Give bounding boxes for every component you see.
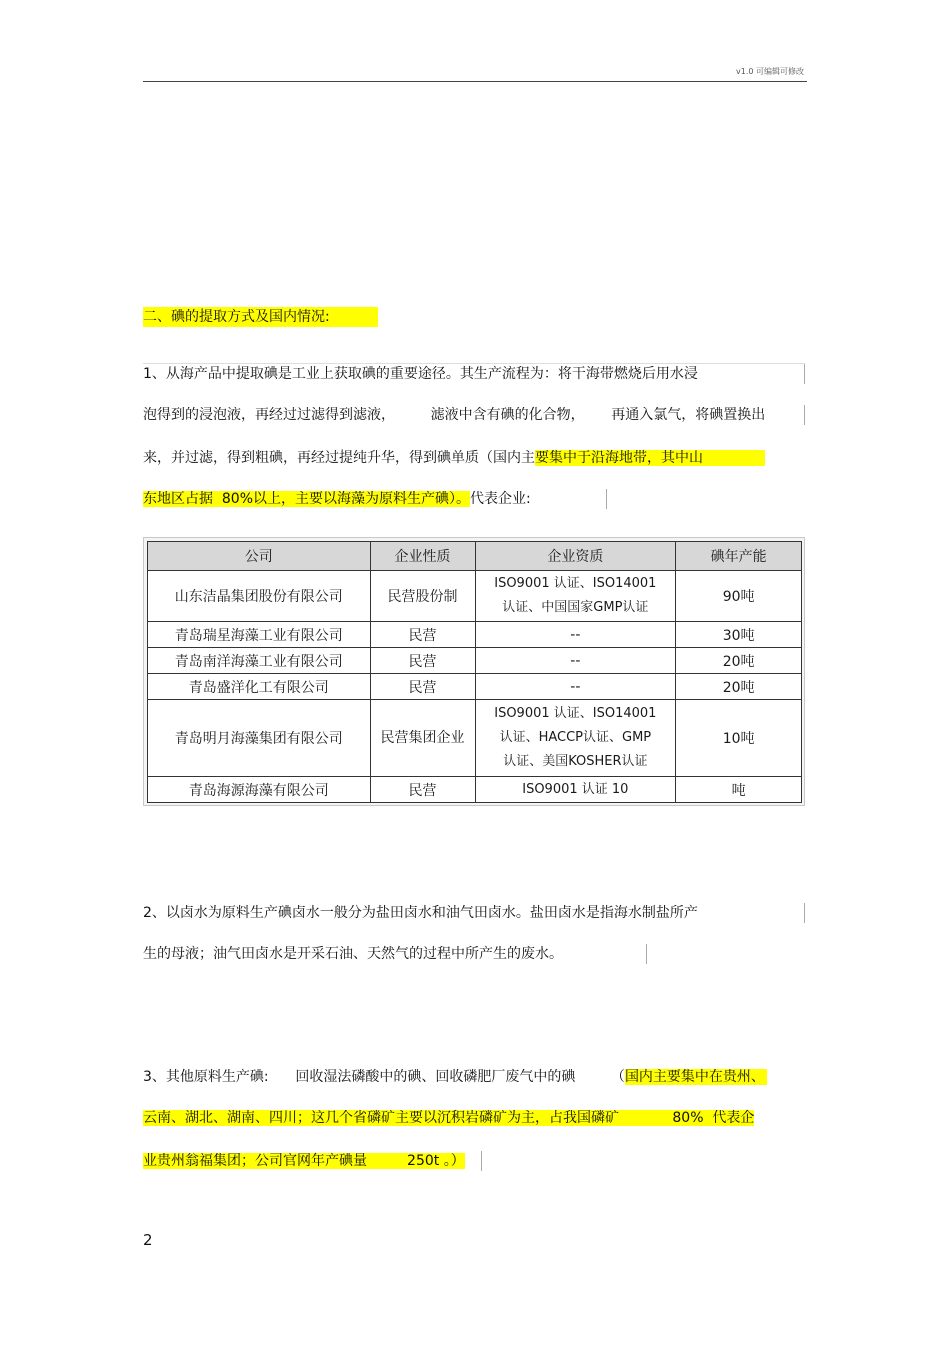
qual-line: ISO9001 认证、ISO14001 — [494, 706, 657, 721]
col-header-company: 公司 — [148, 542, 371, 571]
col-header-capacity: 碘年产能 — [676, 542, 802, 571]
cell-nature: 民营 — [370, 777, 475, 803]
page-number: 2 — [143, 1231, 153, 1249]
para1-line1: 1、从海产品中提取碘是工业上获取碘的重要途径。其生产流程为：将干海带燃烧后用水浸 — [143, 366, 698, 382]
qual-line: 认证、中国国家GMP认证 — [502, 600, 649, 615]
para1-line4-plain: 代表企业: — [470, 491, 531, 507]
cell-capacity: 20吨 — [676, 648, 802, 674]
cell-capacity: 10吨 — [676, 700, 802, 777]
table-header-row — [148, 542, 802, 571]
text-frame-edge — [606, 489, 607, 509]
cell-capacity: 90吨 — [676, 571, 802, 622]
table-row — [148, 648, 802, 674]
para1-line2: 泡得到的浸泡液，再经过过滤得到滤液， 滤液中含有碘的化合物， 再通入氯气，将碘置换出 — [143, 407, 766, 423]
para2-line1: 2、以卤水为原料生产碘卤水一般分为盐田卤水和油气田卤水。盐田卤水是指海水制盐所产 — [143, 905, 698, 921]
table-row — [148, 622, 802, 648]
para2-line2: 生的母液；油气田卤水是开采石油、天然气的过程中所产生的废水。 — [143, 946, 563, 962]
text-frame-edge — [481, 1151, 482, 1171]
para1-line3 — [143, 448, 765, 468]
cell-qualification — [475, 571, 676, 622]
para3-line1-plain: 3、其他原料生产碘: 回收湿法磷酸中的碘、回收磷肥厂废气中的碘 （ — [143, 1069, 625, 1085]
text-frame-edge — [646, 944, 647, 964]
text-frame-top — [143, 363, 805, 364]
cell-qualification: -- — [475, 648, 676, 674]
text-frame-edge — [804, 364, 805, 384]
para1-line4 — [143, 489, 531, 509]
text-frame-edge — [804, 903, 805, 923]
cell-company: 青岛南洋海藻工业有限公司 — [148, 648, 371, 674]
header-rule — [143, 81, 807, 82]
cell-company: 青岛瑞星海藻工业有限公司 — [148, 622, 371, 648]
cell-qualification — [475, 700, 676, 777]
cell-company: 青岛明月海藻集团有限公司 — [148, 700, 371, 777]
para1-line3-plain: 来，并过滤，得到粗碘，再经过提纯升华，得到碘单质（国内主 — [143, 450, 535, 466]
cell-company: 青岛盛洋化工有限公司 — [148, 674, 371, 700]
table-row — [148, 700, 802, 777]
col-header-qualification: 企业资质 — [475, 542, 676, 571]
cell-qualification: ISO9001 认证 10 — [475, 777, 676, 803]
para3-line2-highlight: 云南、湖北、湖南、四川；这几个省磷矿主要以沉积岩磷矿为主，占我国磷矿 80% 代表企 — [143, 1110, 755, 1126]
cell-nature: 民营 — [370, 622, 475, 648]
qual-line: ISO9001 认证、ISO14001 — [494, 576, 657, 591]
col-header-nature: 企业性质 — [370, 542, 475, 571]
producers-table — [147, 541, 802, 803]
cell-company: 青岛海源海藻有限公司 — [148, 777, 371, 803]
para3-line3 — [143, 1151, 465, 1171]
cell-company: 山东洁晶集团股份有限公司 — [148, 571, 371, 622]
table-row — [148, 571, 802, 622]
text-frame-edge — [804, 405, 805, 425]
header-version: v1.0 可编辑可修改 — [736, 67, 804, 76]
para1-line3-highlight: 要集中于沿海地带，其中山 — [535, 450, 765, 466]
cell-capacity: 20吨 — [676, 674, 802, 700]
para3-line3-highlight: 业贵州翁福集团；公司官网年产碘量 250t 。） — [143, 1153, 465, 1169]
cell-nature: 民营 — [370, 674, 475, 700]
cell-qualification: -- — [475, 674, 676, 700]
table-row — [148, 777, 802, 803]
cell-nature — [370, 700, 475, 777]
table-row — [148, 674, 802, 700]
cell-nature: 民营 — [370, 648, 475, 674]
qual-line: 认证、HACCP认证、GMP — [499, 730, 652, 745]
para3-line1 — [143, 1067, 767, 1087]
para1-line4-highlight: 东地区占据 80%以上，主要以海藻为原料生产碘）。 — [143, 491, 471, 507]
producers-table-image — [143, 537, 805, 806]
qual-line: 认证、美国KOSHER认证 — [503, 754, 648, 769]
cell-capacity: 吨 — [676, 777, 802, 803]
section-heading: 二、碘的提取方式及国内情况: — [143, 309, 330, 325]
nature-text: 民营集团企业 — [380, 730, 465, 746]
cell-capacity: 30吨 — [676, 622, 802, 648]
para3-line1-highlight: 国内主要集中在贵州、 — [624, 1069, 765, 1085]
cell-qualification: -- — [475, 622, 676, 648]
cell-nature: 民营股份制 — [370, 571, 475, 622]
para3-line2 — [143, 1108, 754, 1128]
